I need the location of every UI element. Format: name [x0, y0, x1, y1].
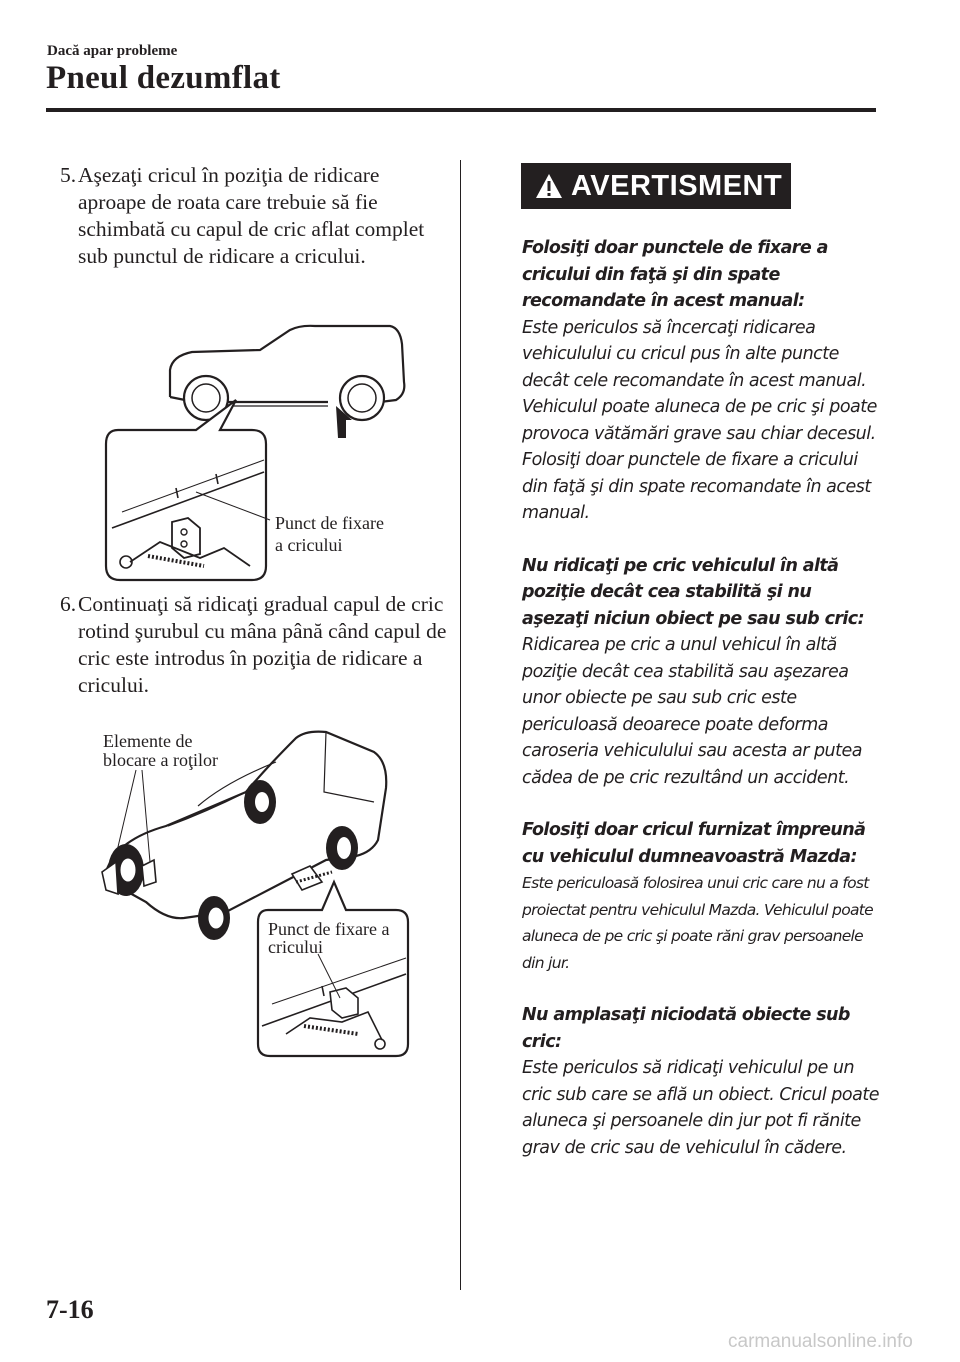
column-divider	[460, 160, 461, 1290]
title-rule	[46, 108, 876, 112]
step-number: 6.	[60, 592, 77, 616]
jack-position-illustration	[100, 322, 420, 584]
jack-point-label-line2: a cricului	[275, 535, 343, 555]
jack-point-label2-line2: cricului	[268, 937, 323, 957]
warning-body: Este periculos să ridicaţi vehiculul pe un cric sub care se află un obiect. Cricul poate aluneca şi persoanele din jur pot fi rănite grav de cric sau de vehiculul în cădere.	[522, 1058, 879, 1158]
warning-heading: Nu ridicaţi pe cric vehiculul în altă poziţie decât cea stabilită şi nu aşezaţi niciun obiect pe sau sub cric:	[522, 555, 864, 629]
page-number: 7-16	[46, 1295, 94, 1324]
warning-triangle-icon	[535, 173, 563, 199]
warning-heading: Folosiţi doar punctele de fixare a cricului din faţă şi din spate recomandate în acest manual:	[522, 238, 828, 311]
warning-body: Este periculos să încercaţi ridicarea vehiculului cu cricul pus în alte puncte decât cele recomandate în acest manual. Vehiculul poate aluneca de pe cric şi poate provoca vătămări grave sau chiar decesul. Folosiţi doar punctele de fixare a cricului din faţă şi din spate recomandate în acest manual.	[522, 317, 877, 523]
warning-block	[522, 553, 882, 792]
jack-point-label2-line1: Punct de fixare a	[268, 919, 390, 939]
section-title: Dacă apar probleme	[47, 43, 178, 59]
warning-list	[522, 235, 882, 1187]
step-6	[60, 591, 450, 699]
warning-block	[522, 817, 882, 976]
jack-point-label-line1: Punct de fixare	[275, 513, 384, 533]
step-number: 5.	[60, 163, 77, 187]
step-text: Aşezaţi cricul în poziţia de ridicare aproape de roata care trebuie să fie schimbată cu capul de cric aflat complet sub punctul de ridicare a cricului.	[78, 163, 425, 268]
step-text: Continuaţi să ridicaţi gradual capul de cric rotind şurubul cu mâna până când capul de cric este introdus în poziţia de ridicare a cricului.	[78, 592, 447, 697]
step-5	[60, 162, 450, 270]
warning-label: AVERTISMENT	[571, 169, 783, 202]
warning-body: Ridicarea pe cric a unul vehicul în altă poziţie decât cea stabilită sau aşezarea unor obiecte pe sau sub cric este periculoasă deoarece poate deforma caroseria vehiculului sau acesta ar putea cădea de pe cric rezultând un accident.	[522, 635, 863, 788]
wheel-chocks-illustration	[96, 722, 426, 1062]
warning-block	[522, 1002, 882, 1161]
chocks-label-line1: Elemente de	[103, 731, 193, 751]
chapter-title: Pneul dezumflat	[46, 60, 281, 96]
chocks-label-line2: blocare a roţilor	[103, 750, 218, 770]
warning-block	[522, 235, 882, 527]
watermark: carmanualsonline.info	[728, 1331, 913, 1352]
warning-badge	[521, 163, 791, 209]
warning-body: Este periculoasă folosirea unui cric care nu a fost proiectat pentru vehiculul Mazda. Vehiculul poate aluneca de pe cric şi poate răni grav persoanele din jur.	[522, 874, 873, 972]
warning-heading: Folosiţi doar cricul furnizat împreună cu vehiculul dumneavoastră Mazda:	[522, 820, 866, 867]
warning-heading: Nu amplasaţi niciodată obiecte sub cric:	[522, 1005, 850, 1052]
